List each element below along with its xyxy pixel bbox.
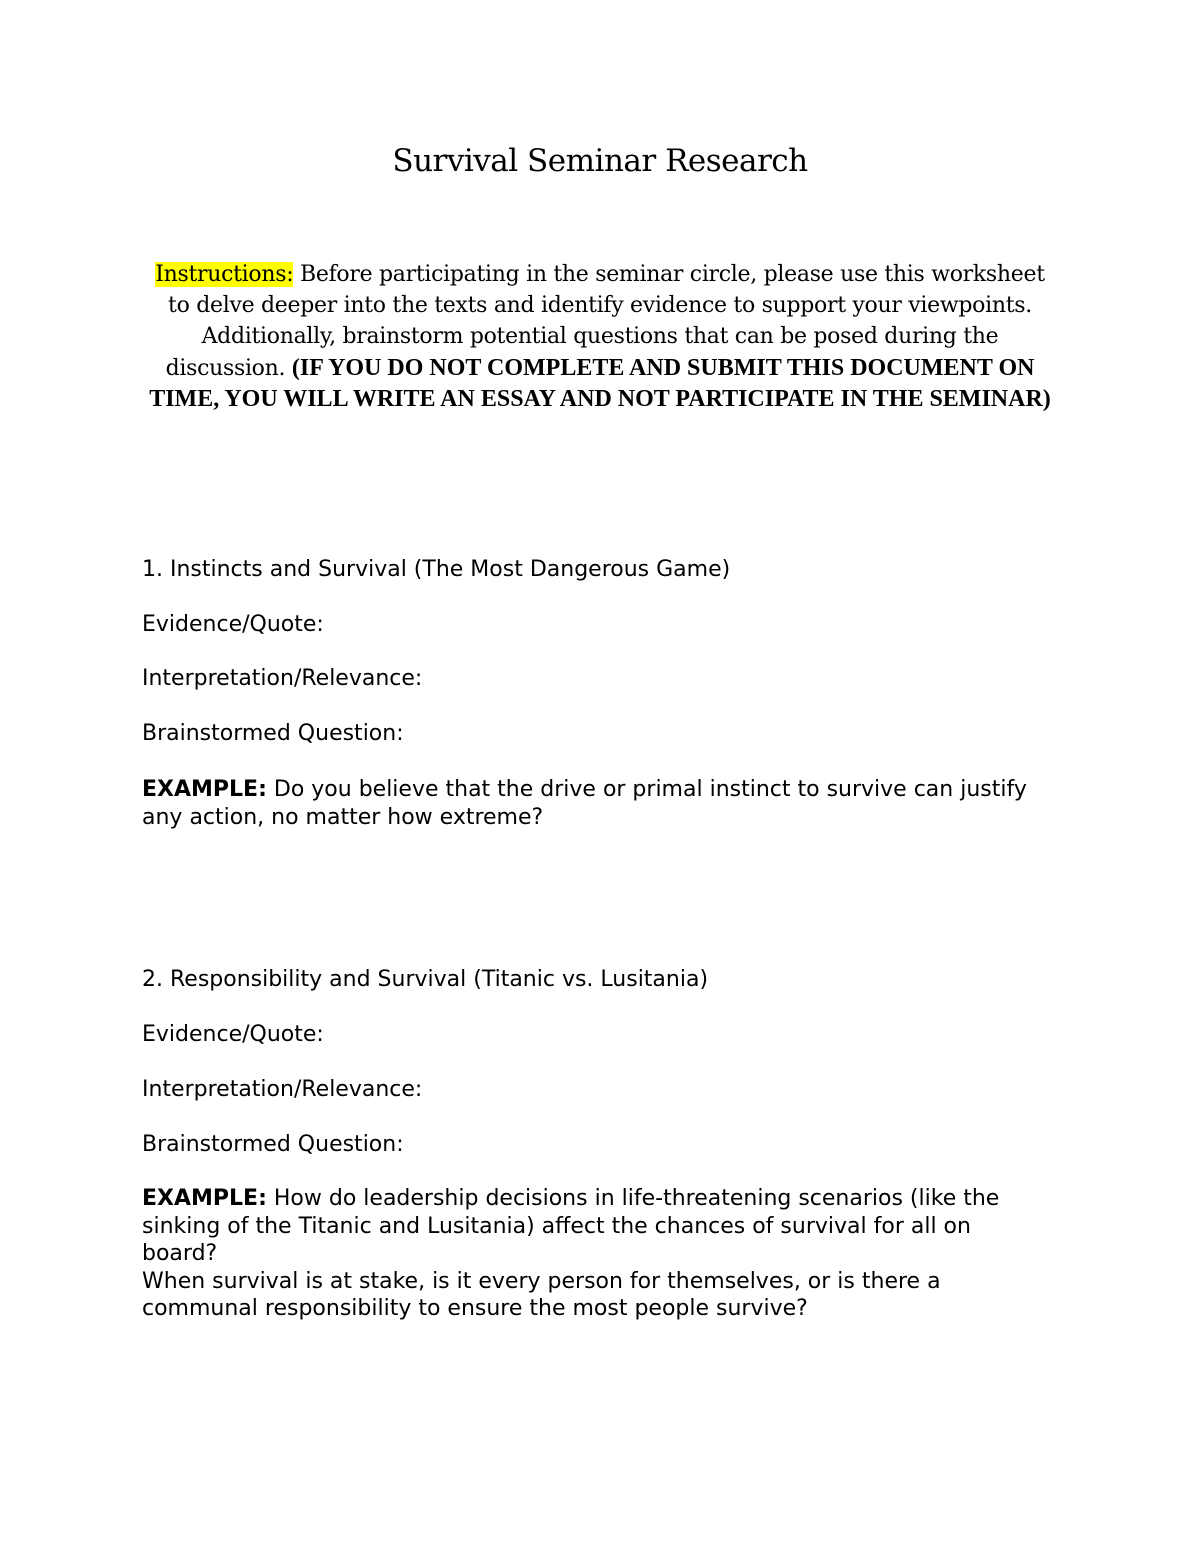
example-question [142, 776, 1042, 831]
interpretation-label: Interpretation/Relevance: [142, 1077, 423, 1102]
instructions-paragraph [142, 259, 1058, 415]
interpretation-label: Interpretation/Relevance: [142, 666, 423, 691]
example-text: Do you believe that the drive or primal instinct to survive can justify any action, no matter how extreme? [142, 777, 1027, 830]
example-text-continued: When survival is at stake, is it every person for themselves, or is there a communal responsibility to ensure the most people survive? [142, 1268, 941, 1321]
instructions-warning: (IF YOU DO NOT COMPLETE AND SUBMIT THIS DOCUMENT ON TIME, YOU WILL WRITE AN ESSAY AND NOT PARTICIPATE IN THE SEMINAR) [149, 354, 1051, 412]
example-label: EXAMPLE: [142, 1186, 267, 1211]
section-heading: 2. Responsibility and Survival (Titanic vs. Lusitania) [142, 967, 709, 992]
instructions-label: Instructions: [155, 262, 294, 287]
document-title: Survival Seminar Research [392, 143, 808, 179]
question-label: Brainstormed Question: [142, 1132, 404, 1157]
example-label: EXAMPLE: [142, 777, 267, 802]
evidence-label: Evidence/Quote: [142, 612, 324, 637]
section-heading: 1. Instincts and Survival (The Most Dangerous Game) [142, 557, 731, 582]
instructions-text: Before participating in the seminar circle, please use this worksheet to delve deeper into the texts and identify evidence to support your viewpoints. Additionally, brainstorm potential questions that can be posed during the discussion. [165, 262, 1045, 381]
evidence-label: Evidence/Quote: [142, 1022, 324, 1047]
example-text: How do leadership decisions in life-threatening scenarios (like the sinking of the Titanic and Lusitania) affect the chances of survival for all on board? [142, 1186, 1000, 1266]
example-question [142, 1185, 1042, 1323]
question-label: Brainstormed Question: [142, 721, 404, 746]
